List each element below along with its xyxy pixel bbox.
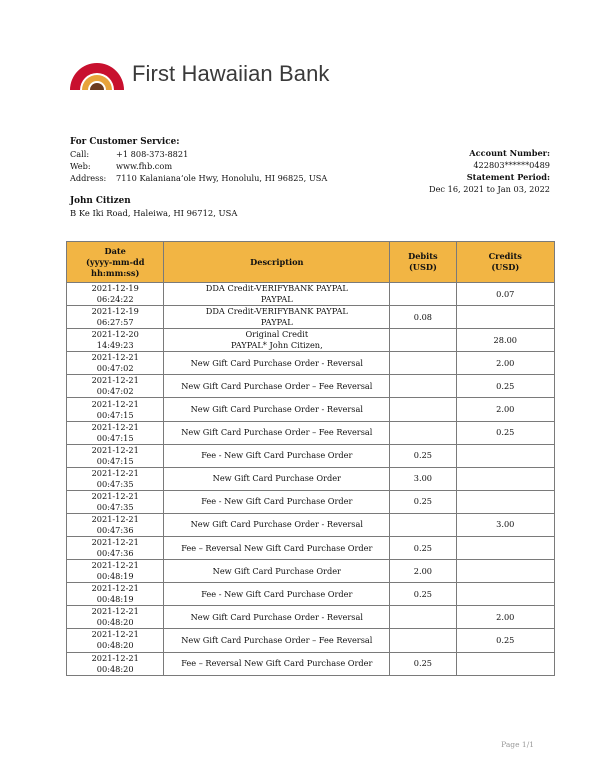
date-cell: 2021-12-21 00:47:35 <box>67 467 164 490</box>
account-number-value: 422803******0489 <box>473 160 550 170</box>
credit-cell: 0.25 <box>456 421 554 444</box>
description-header: Description <box>164 242 390 283</box>
table-header-row <box>67 242 555 283</box>
table-row <box>67 283 555 306</box>
credit-cell <box>456 652 554 675</box>
call-label: Call: <box>70 149 90 159</box>
credit-cell: 0.25 <box>456 629 554 652</box>
description-cell: Fee - New Gift Card Purchase Order <box>164 490 390 513</box>
bank-name: First Hawaiian Bank <box>132 61 330 86</box>
credit-cell: 2.00 <box>456 606 554 629</box>
table-row <box>67 490 555 513</box>
table-row <box>67 583 555 606</box>
customer-address: B Ke Iki Road, Haleiwa, HI 96712, USA <box>70 208 238 218</box>
table-row <box>67 606 555 629</box>
table-row <box>67 421 555 444</box>
description-cell: Fee – Reversal New Gift Card Purchase Order <box>164 652 390 675</box>
table-row <box>67 537 555 560</box>
credit-cell <box>456 560 554 583</box>
description-cell: New Gift Card Purchase Order – Fee Reversal <box>164 421 390 444</box>
date-cell: 2021-12-19 06:24:22 <box>67 283 164 306</box>
credit-cell: 3.00 <box>456 513 554 536</box>
transactions-table <box>66 241 555 676</box>
credit-cell <box>456 583 554 606</box>
description-cell: New Gift Card Purchase Order <box>164 467 390 490</box>
debit-cell <box>390 421 456 444</box>
description-cell: Fee - New Gift Card Purchase Order <box>164 444 390 467</box>
date-cell: 2021-12-21 00:47:02 <box>67 375 164 398</box>
call-value: +1 808-373-8821 <box>116 149 189 159</box>
date-cell: 2021-12-21 00:48:20 <box>67 629 164 652</box>
credit-cell <box>456 490 554 513</box>
credit-cell: 0.07 <box>456 283 554 306</box>
table-row <box>67 467 555 490</box>
page-number: Page 1/1 <box>501 740 534 749</box>
description-cell: DDA Credit-VERIFYBANK PAYPAL PAYPAL <box>164 283 390 306</box>
account-info <box>429 147 550 195</box>
description-cell: New Gift Card Purchase Order – Fee Reversal <box>164 375 390 398</box>
customer-name: John Citizen <box>70 196 131 206</box>
table-row <box>67 560 555 583</box>
description-cell: New Gift Card Purchase Order - Reversal <box>164 606 390 629</box>
description-cell: Original Credit PAYPAL* John Citizen, <box>164 329 390 352</box>
debit-cell: 0.25 <box>390 583 456 606</box>
description-cell: New Gift Card Purchase Order <box>164 560 390 583</box>
date-cell: 2021-12-21 00:47:15 <box>67 398 164 421</box>
credit-cell <box>456 444 554 467</box>
debit-cell: 0.25 <box>390 444 456 467</box>
description-cell: DDA Credit-VERIFYBANK PAYPAL PAYPAL <box>164 306 390 329</box>
date-cell: 2021-12-21 00:47:36 <box>67 537 164 560</box>
debit-cell <box>390 352 456 375</box>
table-row <box>67 652 555 675</box>
debit-cell <box>390 398 456 421</box>
debit-cell: 0.25 <box>390 537 456 560</box>
credit-cell: 28.00 <box>456 329 554 352</box>
date-cell: 2021-12-21 00:48:19 <box>67 583 164 606</box>
debit-cell <box>390 606 456 629</box>
table-row <box>67 375 555 398</box>
description-cell: New Gift Card Purchase Order - Reversal <box>164 513 390 536</box>
table-row <box>67 444 555 467</box>
date-cell: 2021-12-21 00:47:02 <box>67 352 164 375</box>
rainbow-arc-icon <box>68 57 126 91</box>
table-row <box>67 306 555 329</box>
debit-cell: 0.25 <box>390 652 456 675</box>
table-row <box>67 398 555 421</box>
description-cell: New Gift Card Purchase Order - Reversal <box>164 352 390 375</box>
debit-cell: 3.00 <box>390 467 456 490</box>
web-value: www.fhb.com <box>116 161 173 171</box>
credits-header: Credits (USD) <box>456 242 554 283</box>
table-row <box>67 329 555 352</box>
description-cell: New Gift Card Purchase Order – Fee Reversal <box>164 629 390 652</box>
debit-cell <box>390 283 456 306</box>
debit-cell: 0.08 <box>390 306 456 329</box>
description-cell: Fee - New Gift Card Purchase Order <box>164 583 390 606</box>
credit-cell <box>456 537 554 560</box>
date-cell: 2021-12-21 00:48:19 <box>67 560 164 583</box>
address-value: 7110 Kalaniana‘ole Hwy, Honolulu, HI 96825, USA <box>116 173 328 183</box>
statement-period-label: Statement Period: <box>466 172 550 182</box>
date-cell: 2021-12-21 00:47:15 <box>67 444 164 467</box>
customer-service-block <box>70 136 327 184</box>
address-label: Address: <box>70 173 107 183</box>
debit-cell <box>390 375 456 398</box>
date-cell: 2021-12-21 00:47:35 <box>67 490 164 513</box>
credit-cell: 2.00 <box>456 398 554 421</box>
bank-logo <box>68 57 330 91</box>
debit-cell <box>390 629 456 652</box>
account-number-label: Account Number: <box>469 148 550 158</box>
debit-cell <box>390 329 456 352</box>
credit-cell: 2.00 <box>456 352 554 375</box>
customer-info <box>70 195 237 219</box>
web-label: Web: <box>70 161 91 171</box>
table-row <box>67 352 555 375</box>
table-row <box>67 629 555 652</box>
date-cell: 2021-12-21 00:48:20 <box>67 606 164 629</box>
credit-cell <box>456 467 554 490</box>
date-cell: 2021-12-21 00:48:20 <box>67 652 164 675</box>
debit-cell <box>390 513 456 536</box>
debit-cell: 2.00 <box>390 560 456 583</box>
description-cell: Fee – Reversal New Gift Card Purchase Order <box>164 537 390 560</box>
debits-header: Debits (USD) <box>390 242 456 283</box>
date-cell: 2021-12-19 06:27:57 <box>67 306 164 329</box>
statement-period-value: Dec 16, 2021 to Jan 03, 2022 <box>429 184 550 194</box>
date-header: Date (yyyy-mm-dd hh:mm:ss) <box>67 242 164 283</box>
date-cell: 2021-12-20 14:49:23 <box>67 329 164 352</box>
description-cell: New Gift Card Purchase Order - Reversal <box>164 398 390 421</box>
customer-service-title: For Customer Service: <box>70 137 180 147</box>
debit-cell: 0.25 <box>390 490 456 513</box>
date-cell: 2021-12-21 00:47:36 <box>67 513 164 536</box>
table-row <box>67 513 555 536</box>
credit-cell <box>456 306 554 329</box>
date-cell: 2021-12-21 00:47:15 <box>67 421 164 444</box>
credit-cell: 0.25 <box>456 375 554 398</box>
